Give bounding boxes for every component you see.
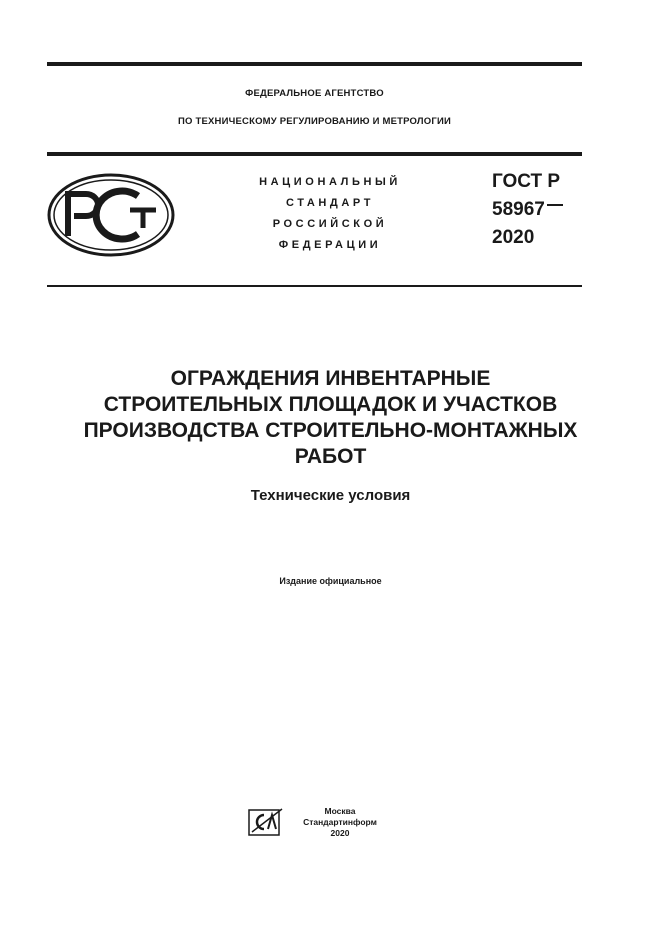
top-rule (47, 62, 582, 66)
publisher-block (300, 806, 380, 839)
designation-prefix: ГОСТ Р (492, 171, 561, 192)
agency-line-1: ФЕДЕРАЛЬНОЕ АГЕНТСТВО (245, 88, 384, 99)
standard-type-line-4: ФЕДЕРАЦИИ (278, 239, 382, 251)
designation-number: 58967 (492, 199, 545, 220)
publisher-name: Стандартинформ (303, 817, 377, 827)
middle-rule (47, 152, 582, 156)
rst-conformity-mark-icon (46, 172, 176, 258)
publisher-year: 2020 (330, 828, 350, 838)
standard-type-block (230, 172, 430, 256)
edition-note: Издание официальное (279, 576, 382, 586)
designation-dash (547, 204, 563, 206)
standard-type-line-1: НАЦИОНАЛЬНЫЙ (259, 176, 401, 188)
title-line-2: СТРОИТЕЛЬНЫХ ПЛОЩАДОК И УЧАСТКОВ (103, 393, 558, 416)
standard-type-line-2: СТАНДАРТ (285, 197, 375, 209)
agency-line-2: ПО ТЕХНИЧЕСКОМУ РЕГУЛИРОВАНИЮ И МЕТРОЛОГИИ (178, 116, 451, 127)
document-subtitle: Технические условия (250, 487, 411, 504)
designation-number-line (492, 196, 563, 224)
publisher-city: Москва (324, 806, 356, 816)
title-line-3: ПРОИЗВОДСТВА СТРОИТЕЛЬНО-МОНТАЖНЫХ (83, 419, 578, 442)
lower-rule (47, 285, 582, 287)
document-title (47, 366, 614, 470)
standard-type-line-3: РОССИЙСКОЙ (272, 218, 388, 230)
title-line-1: ОГРАЖДЕНИЯ ИНВЕНТАРНЫЕ (170, 367, 491, 390)
designation-year: 2020 (492, 227, 535, 248)
standartinform-logo-icon (248, 807, 286, 837)
title-line-4: РАБОТ (294, 445, 367, 468)
standard-designation (492, 168, 563, 252)
